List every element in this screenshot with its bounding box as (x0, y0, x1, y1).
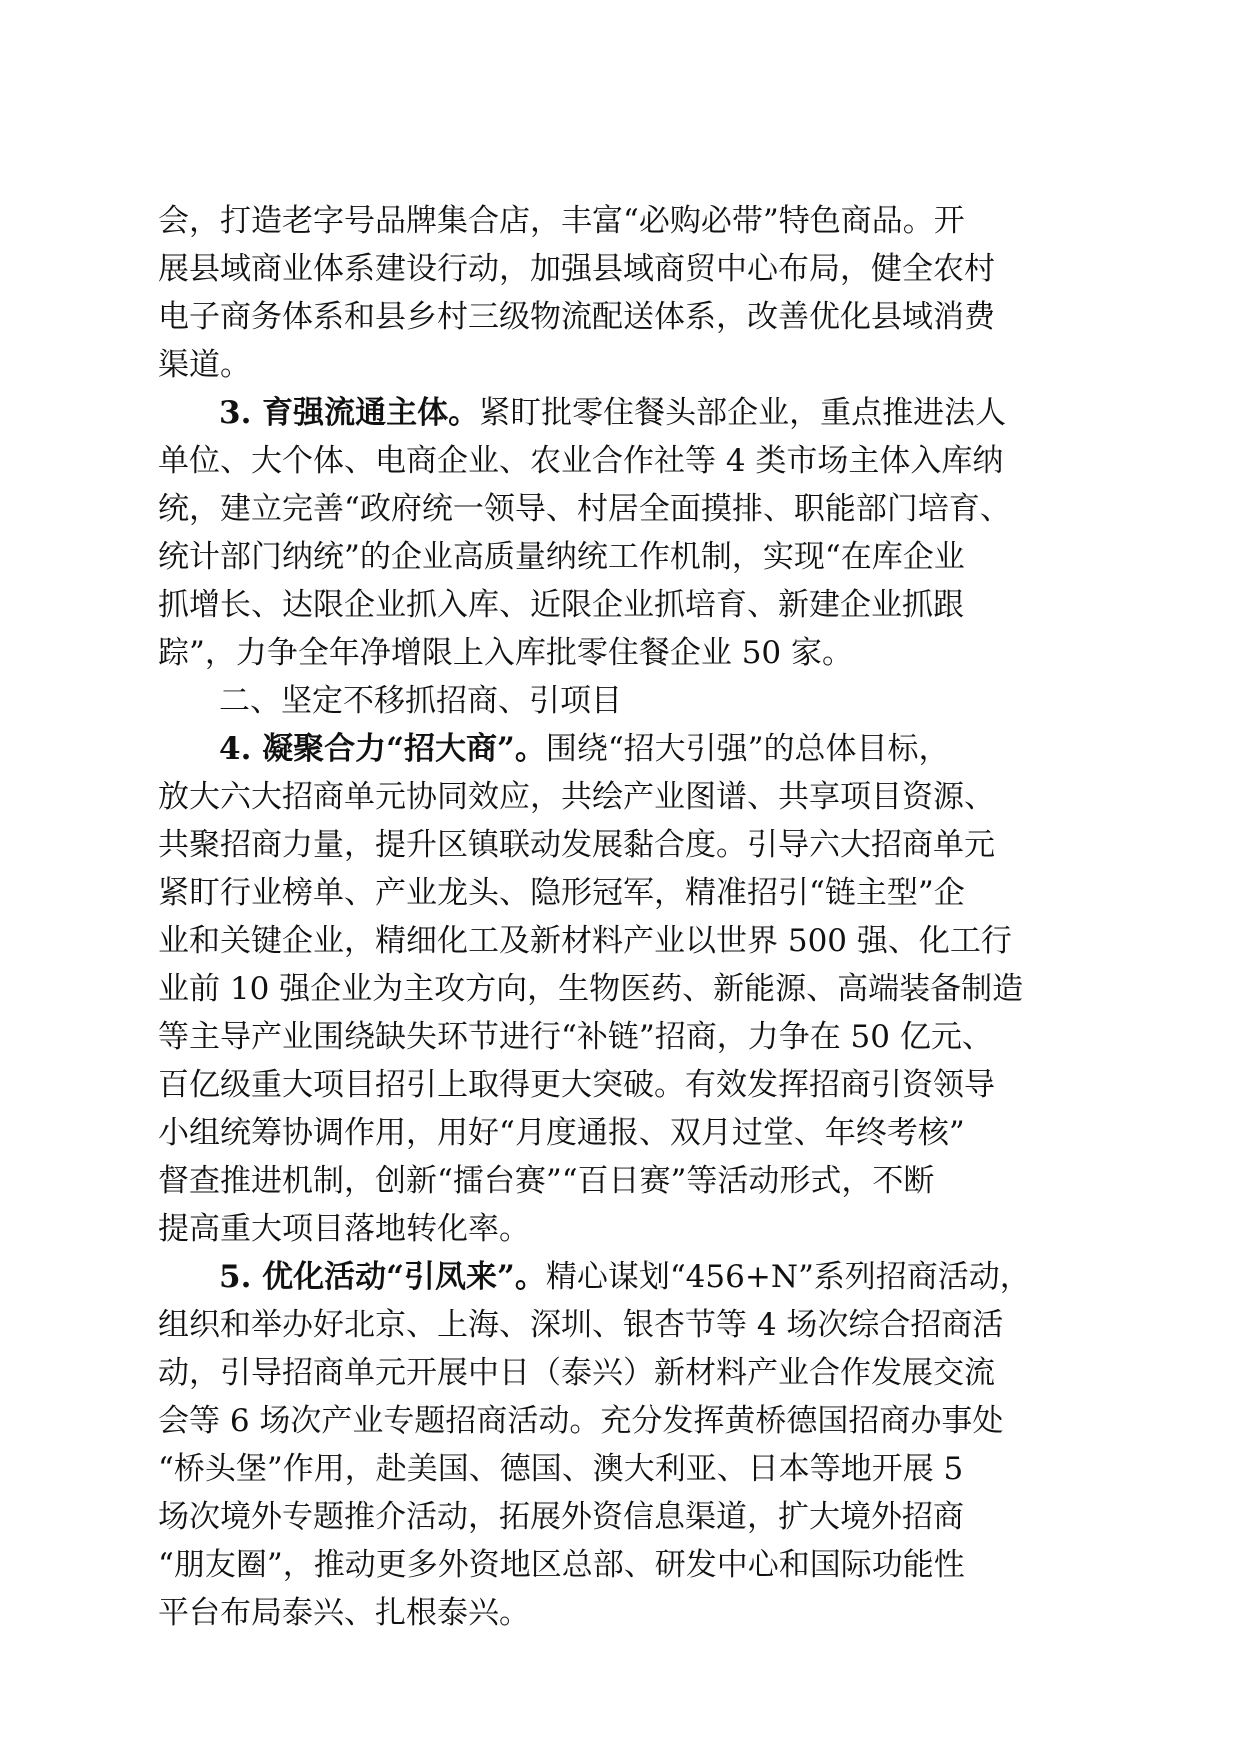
paragraph-line: 等主导产业围绕缺失环节进行“补链”招商，力争在 50 亿元、 (158, 1019, 993, 1055)
item-3-heading: 3. 育强流通主体。 (219, 395, 480, 431)
paragraph-line: 抓增长、达限企业抓入库、近限企业抓培育、新建企业抓跟 (158, 587, 964, 623)
section-2-title: 二、坚定不移抓招商、引项目 (219, 683, 622, 719)
paragraph-line: 动，引导招商单元开展中日（泰兴）新材料产业合作发展交流 (158, 1355, 995, 1391)
paragraph-line: 电子商务体系和县乡村三级物流配送体系，改善优化县域消费 (158, 299, 995, 335)
item-5-heading: 5. 优化活动“引凤来”。 (219, 1259, 546, 1295)
paragraph-line: 会，打造老字号品牌集合店，丰富“必购必带”特色商品。开 (158, 203, 965, 239)
paragraph-line: “桥头堡”作用，赴美国、德国、澳大利亚、日本等地开展 5 (158, 1451, 964, 1487)
paragraph-line: 业前 10 强企业为主攻方向，生物医药、新能源、高端装备制造 (158, 971, 1024, 1007)
item-4-text: 围绕“招大引强”的总体目标， (545, 731, 950, 767)
item-5-text: 精心谋划“456+N”系列招商活动， (545, 1259, 1031, 1295)
paragraph-line: 业和关键企业，精细化工及新材料产业以世界 500 强、化工行 (158, 923, 1012, 959)
item-4-heading: 4. 凝聚合力“招大商”。 (219, 731, 546, 767)
paragraph-line: 放大六大招商单元协同效应，共绘产业图谱、共享项目资源、 (158, 779, 995, 815)
paragraph-line: 踪”，力争全年净增限上入库批零住餐企业 50 家。 (158, 635, 854, 671)
paragraph-line: 组织和举办好北京、上海、深圳、银杏节等 4 场次综合招商活 (158, 1307, 1004, 1343)
paragraph-line: 渠道。 (158, 347, 251, 383)
item-4-first-line (219, 727, 950, 771)
paragraph-line: 提高重大项目落地转化率。 (158, 1211, 530, 1247)
paragraph-line: 紧盯行业榜单、产业龙头、隐形冠军，精准招引“链主型”企 (158, 875, 965, 911)
paragraph-line: 共聚招商力量，提升区镇联动发展黏合度。引导六大招商单元 (158, 827, 995, 863)
paragraph-line: 统，建立完善“政府统一领导、村居全面摸排、职能部门培育、 (158, 491, 1011, 527)
item-5-first-line (219, 1255, 1031, 1299)
paragraph-line: 平台布局泰兴、扎根泰兴。 (158, 1595, 530, 1631)
item-3-text: 紧盯批零住餐头部企业，重点推进法人 (479, 395, 1007, 431)
item-3-first-line (219, 391, 1006, 435)
paragraph-line: 小组统筹协调作用，用好“月度通报、双月过堂、年终考核” (158, 1115, 965, 1151)
paragraph-line: 单位、大个体、电商企业、农业合作社等 4 类市场主体入库纳 (158, 443, 1004, 479)
paragraph-line: 场次境外专题推介活动，拓展外资信息渠道，扩大境外招商 (158, 1499, 964, 1535)
paragraph-line: 会等 6 场次产业专题招商活动。充分发挥黄桥德国招商办事处 (158, 1403, 1004, 1439)
paragraph-line: 百亿级重大项目招引上取得更大突破。有效发挥招商引资领导 (158, 1067, 995, 1103)
paragraph-line: 督查推进机制，创新“擂台赛”“百日赛”等活动形式，不断 (158, 1163, 935, 1199)
paragraph-line: 展县域商业体系建设行动，加强县域商贸中心布局，健全农村 (158, 251, 995, 287)
paragraph-line: “朋友圈”，推动更多外资地区总部、研发中心和国际功能性 (158, 1547, 965, 1583)
paragraph-line: 统计部门纳统”的企业高质量纳统工作机制，实现“在库企业 (158, 539, 965, 575)
